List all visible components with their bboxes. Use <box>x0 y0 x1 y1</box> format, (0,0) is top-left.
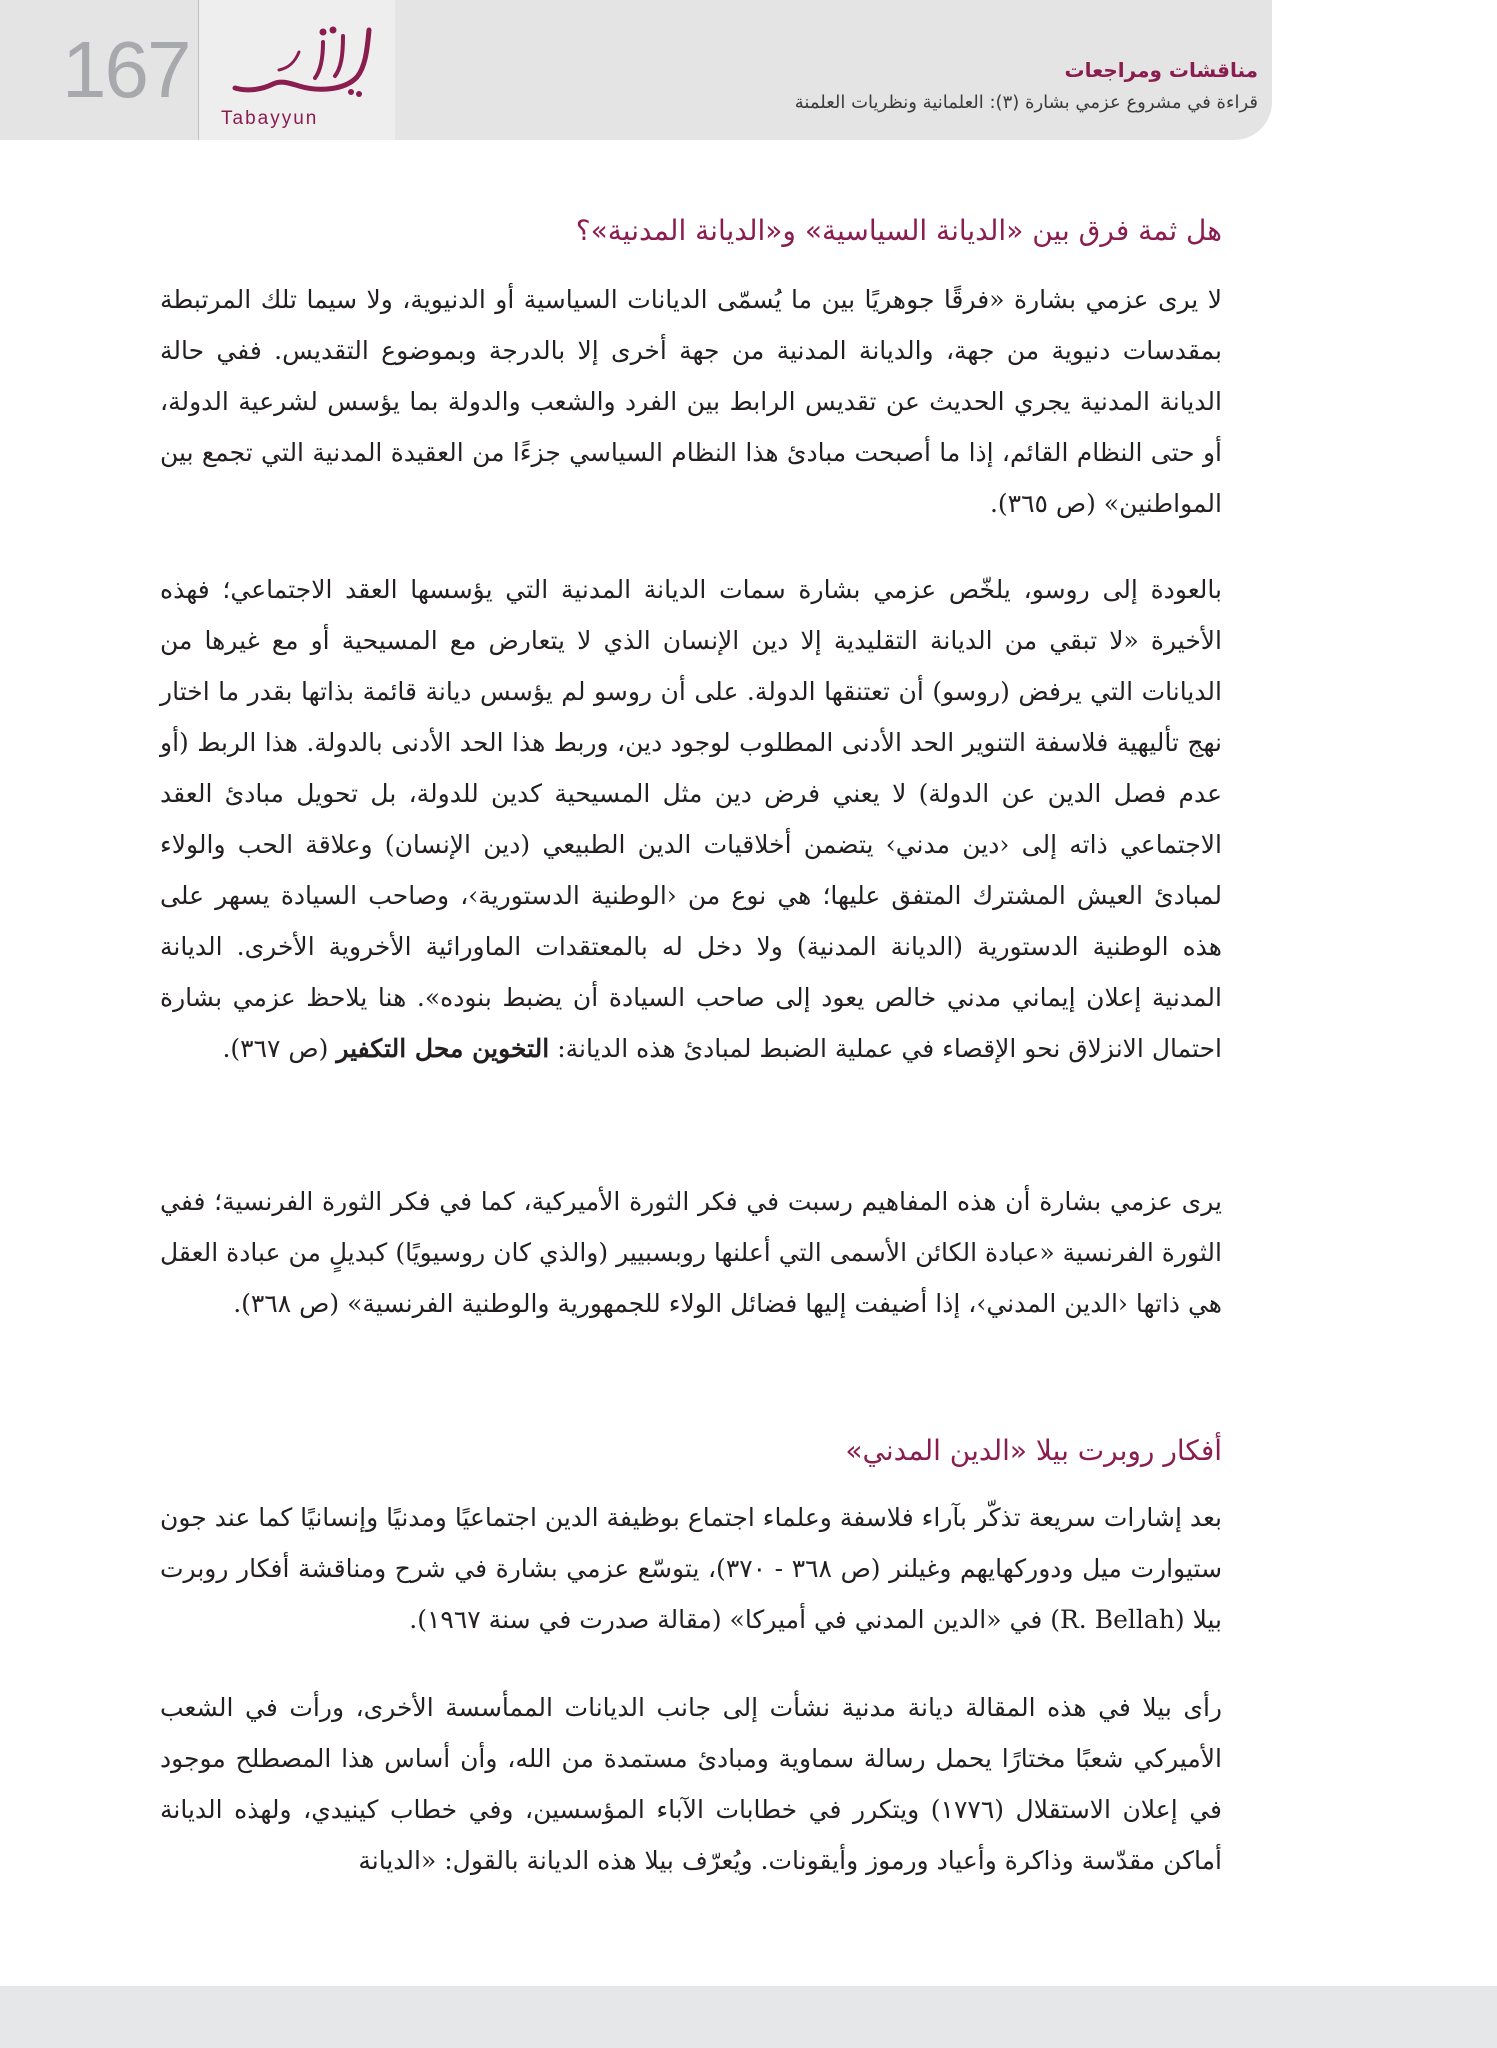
paragraph-text: بعد إشارات سريعة تذكّر بآراء فلاسفة وعلماء اجتماع بوظيفة الدين اجتماعيًا ومدنيًا وإنسانيًا كما عند جون ستيوارت ميل ودوركهايهم وغيلنر (ص ٣٦٨ - ٣٧٠)، يتوسّع عزمي بشارة في شرح ومناقشة أفكار روبرت بيلا (R. Bellah) في «الدين المدني في أميركا» (مقالة صدرت في سنة ١٩٦٧). <box>160 1503 1223 1634</box>
page-number: 167 <box>62 25 190 114</box>
paragraph-body: بالعودة إلى روسو، يلخّص عزمي بشارة سمات الديانة المدنية التي يؤسسها العقد الاجتماعي؛ فهذه الأخيرة «لا تبقي من الديانة التقليدية إلا دين الإنسان الذي لا يتعارض مع المسيحية أو مع غيرها من الديانات التي يرفض (روسو) أن تعتنقها الدولة. على أن روسو لم يؤسس ديانة قائمة بذاتها بقدر ما اختار نهج تأليهية فلاسفة التنوير الحد الأدنى المطلوب لوجود دين، وربط هذا الحد الأدنى بالدولة. هذا الربط (أو عدم فصل الدين عن الدولة) لا يعني فرض دين مثل المسيحية كدين للدولة، بل تحويل مبادئ العقد الاجتماعي ذاته إلى ‹دين مدني› يتضمن أخلاقيات الدين الطبيعي (دين الإنسان) وعلاقة الحب والولاء لمبادئ العيش المشترك المتفق عليها؛ هي نوع من ‹الوطنية الدستورية›، وصاحب السيادة يسهر على هذه الوطنية الدستورية (الديانة المدنية) ولا دخل له بالمعتقدات الماورائية الأخروية الأخرى. الديانة المدنية إعلان إيماني مدني خالص يعود إلى صاحب السيادة أن يضبط بنوده». هنا يلاحظ عزمي بشارة احتمال الانزلاق نحو الإقصاء في عملية الضبط لمبادئ هذه الديانة: <box>160 575 1222 1063</box>
logo-latin: Tabayyun <box>221 108 319 129</box>
page-number-box <box>0 0 198 140</box>
section-1 <box>160 214 1222 247</box>
paragraph <box>160 1176 1222 1329</box>
paragraph-text <box>160 564 1222 1074</box>
paragraph <box>160 1492 1222 1645</box>
footer-bar <box>0 1986 1497 2048</box>
logo <box>198 0 395 140</box>
header-section-title: مناقشات ومراجعات <box>1064 58 1258 82</box>
paragraph <box>160 1682 1222 1886</box>
paragraph-text: رأى بيلا في هذه المقالة ديانة مدنية نشأت إلى جانب الديانات الممأسسة الأخرى، ورأت في الشعب الأميركي شعبًا مختارًا يحمل رسالة سماوية ومبادئ مستمدة من الله، وأن أساس هذا المصطلح موجود في إعلان الاستقلال (١٧٧٦) ويتكرر في خطابات الآباء المؤسسين، وفي خطاب كينيدي، ولهذه الديانة أماكن مقدّسة وذاكرة وأعياد ورموز وأيقونات. ويُعرّف بيلا هذه الديانة بالقول: «الديانة <box>160 1693 1222 1875</box>
citation: (ص ٣٦٧). <box>222 1034 337 1063</box>
header-article-subtitle: قراءة في مشروع عزمي بشارة (٣): العلمانية ونظريات العلمنة <box>794 92 1258 113</box>
bold-phrase: التخوين محل التكفير <box>336 1034 550 1063</box>
section-2 <box>160 1434 1222 1467</box>
section-heading: هل ثمة فرق بين «الديانة السياسية» و«الديانة المدنية»؟ <box>575 214 1222 247</box>
paragraph-text: يرى عزمي بشارة أن هذه المفاهيم رسبت في فكر الثورة الأميركية، كما في فكر الثورة الفرنسية؛ ففي الثورة الفرنسية «عبادة الكائن الأسمى التي أعلنها روبسبيير (والذي كان روسيويًا) كبديلٍ من عبادة العقل هي ذاتها ‹الدين المدني›، إذا أضيفت إليها فضائل الولاء للجمهورية والوطنية الفرنسية» (ص ٣٦٨). <box>160 1187 1222 1318</box>
paragraph-text: لا يرى عزمي بشارة «فرقًا جوهريًا بين ما يُسمّى الديانات السياسية أو الدنيوية، ولا سيما تلك المرتبطة بمقدسات دنيوية من جهة، والديانة المدنية من جهة أخرى إلا بالدرجة وبموضوع التقديس. ففي حالة الديانة المدنية يجري الحديث عن تقديس الرابط بين الفرد والشعب والدولة بما يؤسس لشرعية الدولة، أو حتى النظام القائم، إذا ما أصبحت مبادئ هذا النظام السياسي جزءًا من العقيدة المدنية التي تجمع بين المواطنين» (ص ٣٦٥). <box>160 285 1222 518</box>
logo-calligraphy-icon <box>219 22 379 102</box>
paragraph <box>160 564 1222 1074</box>
paragraph <box>160 274 1222 529</box>
section-heading: أفكار روبرت بيلا «الدين المدني» <box>845 1434 1222 1467</box>
